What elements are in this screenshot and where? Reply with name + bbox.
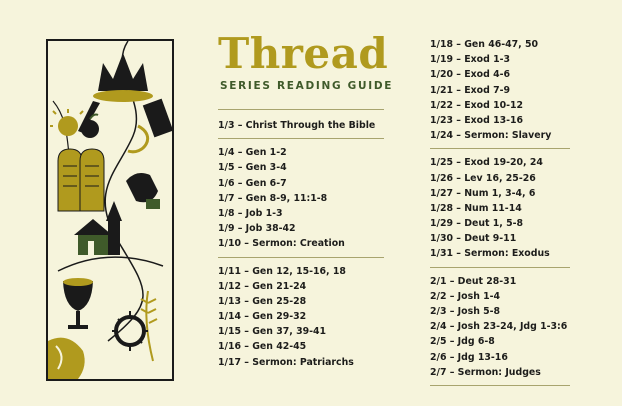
list-item: 1/15 – Gen 37, 39-41 bbox=[218, 326, 327, 338]
list-item: 1/10 – Sermon: Creation bbox=[218, 238, 345, 250]
list-item: 1/17 – Sermon: Patriarchs bbox=[218, 356, 354, 368]
divider bbox=[218, 138, 384, 139]
list-item: 1/19 – Exod 1-3 bbox=[430, 54, 511, 66]
reading-column-left bbox=[218, 109, 384, 370]
list-item: 1/29 – Deut 1, 5-8 bbox=[430, 218, 524, 230]
stone-tablets-icon bbox=[58, 149, 104, 211]
list-item: 1/14 – Gen 29-32 bbox=[218, 311, 307, 323]
divider bbox=[430, 267, 570, 268]
reading-column-right bbox=[430, 37, 570, 392]
divider bbox=[430, 385, 570, 386]
list-item: 1/7 – Gen 8-9, 11:1-8 bbox=[218, 192, 328, 204]
bread-icon bbox=[48, 338, 85, 379]
list-item: 1/30 – Deut 9-11 bbox=[430, 233, 517, 245]
list-item: 2/4 – Josh 23-24, Jdg 1-3:6 bbox=[430, 321, 568, 333]
divider bbox=[218, 109, 384, 110]
list-item: 1/13 – Gen 25-28 bbox=[218, 295, 307, 307]
list-item: 1/25 – Exod 19-20, 24 bbox=[430, 157, 543, 169]
list-item: 1/22 – Exod 10-12 bbox=[430, 99, 524, 111]
list-item: 1/9 – Job 38-42 bbox=[218, 223, 296, 235]
illustration-art bbox=[48, 41, 172, 379]
page-title: Thread bbox=[218, 29, 389, 78]
list-item: 1/27 – Num 1, 3-4, 6 bbox=[430, 187, 536, 199]
divider bbox=[430, 148, 570, 149]
list-item: 1/5 – Gen 3-4 bbox=[218, 162, 287, 174]
list-item: 1/16 – Gen 42-45 bbox=[218, 341, 307, 353]
list-item: 2/5 – Jdg 6-8 bbox=[430, 336, 495, 348]
list-item: 1/21 – Exod 7-9 bbox=[430, 84, 511, 96]
list-item: 1/3 – Christ Through the Bible bbox=[218, 120, 376, 131]
list-item: 2/3 – Josh 5-8 bbox=[430, 306, 501, 317]
list-item: 1/6 – Gen 6-7 bbox=[218, 177, 287, 189]
crown-of-thorns-icon bbox=[112, 311, 148, 351]
list-item: 1/8 – Job 1-3 bbox=[218, 207, 283, 219]
list-item: 1/31 – Sermon: Exodus bbox=[430, 248, 550, 260]
list-item: 2/2 – Josh 1-4 bbox=[430, 290, 501, 302]
page-subtitle: SERIES READING GUIDE bbox=[220, 80, 394, 92]
list-item: 2/7 – Sermon: Judges bbox=[430, 366, 541, 378]
list-item: 2/6 – Jdg 13-16 bbox=[430, 351, 508, 363]
list-item: 1/24 – Sermon: Slavery bbox=[430, 130, 552, 142]
list-item: 1/12 – Gen 21-24 bbox=[218, 280, 307, 292]
fist-icon bbox=[126, 173, 160, 209]
list-item: 1/20 – Exod 4-6 bbox=[430, 69, 511, 81]
list-item: 1/23 – Exod 13-16 bbox=[430, 114, 524, 126]
list-item: 1/18 – Gen 46-47, 50 bbox=[430, 39, 539, 50]
list-item: 2/1 – Deut 28-31 bbox=[430, 275, 517, 287]
list-item: 1/26 – Lev 16, 25-26 bbox=[430, 172, 536, 184]
list-item: 1/28 – Num 11-14 bbox=[430, 202, 522, 214]
list-item: 1/4 – Gen 1-2 bbox=[218, 147, 287, 159]
apple-icon bbox=[81, 115, 99, 139]
illustration-panel bbox=[46, 39, 174, 381]
list-item: 1/11 – Gen 12, 15-16, 18 bbox=[218, 265, 346, 277]
chalice-icon bbox=[63, 278, 93, 329]
divider bbox=[218, 257, 384, 258]
sun-icon bbox=[50, 109, 83, 136]
